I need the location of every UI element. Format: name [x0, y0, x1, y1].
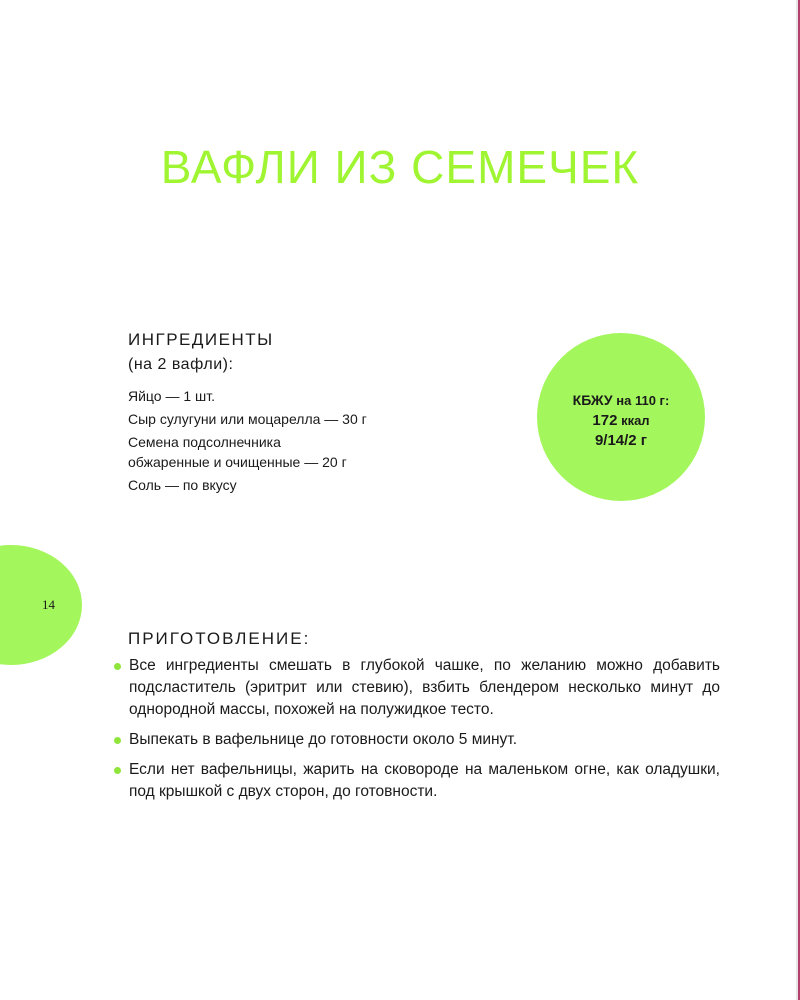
nutrition-per: на 110 г: — [616, 393, 670, 408]
ingredients-heading: ИНГРЕДИЕНТЫ — [128, 330, 274, 349]
nutrition-macros: 9/14/2 г — [594, 432, 648, 449]
ingredient-item: Сыр сулугуни или моцарелла — 30 г — [128, 411, 367, 427]
preparation-step-text: Все ингредиенты смешать в глубокой чашке, по желанию можно добавить подсластитель (эритрит или стевию), взбить блендером несколько минут до однородной массы, похожей на полужидкое тесто. — [129, 657, 720, 718]
nutrition-calories-unit: ккал — [621, 413, 650, 428]
preparation-steps — [114, 655, 720, 811]
nutrition-calories: 172 — [592, 412, 618, 429]
recipe-title: ВАФЛИ ИЗ СЕМЕЧЕК — [160, 141, 640, 193]
preparation-step-text: Если нет вафельницы, жарить на сковороде на маленьком огне, как оладушки, под крышкой с двух сторон, до готовности. — [129, 761, 720, 800]
nutrition-label-line — [537, 392, 705, 408]
nutrition-badge — [537, 333, 705, 501]
page-number: 14 — [42, 597, 55, 612]
nutrition-calories-line — [537, 412, 705, 429]
ingredient-item: Яйцо — 1 шт. — [128, 388, 216, 404]
ingredients-subheading: (на 2 вафли): — [128, 356, 234, 373]
bullet-icon — [114, 767, 121, 774]
preparation-step — [114, 729, 720, 751]
bullet-icon — [114, 737, 121, 744]
ingredient-item: Семена подсолнечника — [128, 434, 281, 450]
preparation-step — [114, 655, 720, 721]
nutrition-label: КБЖУ — [572, 392, 613, 408]
ingredient-item-continued: обжаренные и очищенные — 20 г — [128, 454, 347, 470]
preparation-step — [114, 759, 720, 803]
preparation-heading: ПРИГОТОВЛЕНИЕ: — [128, 629, 311, 648]
page-number-badge — [0, 545, 82, 665]
ingredient-item: Соль — по вкусу — [128, 477, 237, 493]
preparation-step-text: Выпекать в вафельнице до готовности около 5 минут. — [129, 731, 517, 748]
bullet-icon — [114, 663, 121, 670]
ingredients-list — [128, 386, 367, 498]
